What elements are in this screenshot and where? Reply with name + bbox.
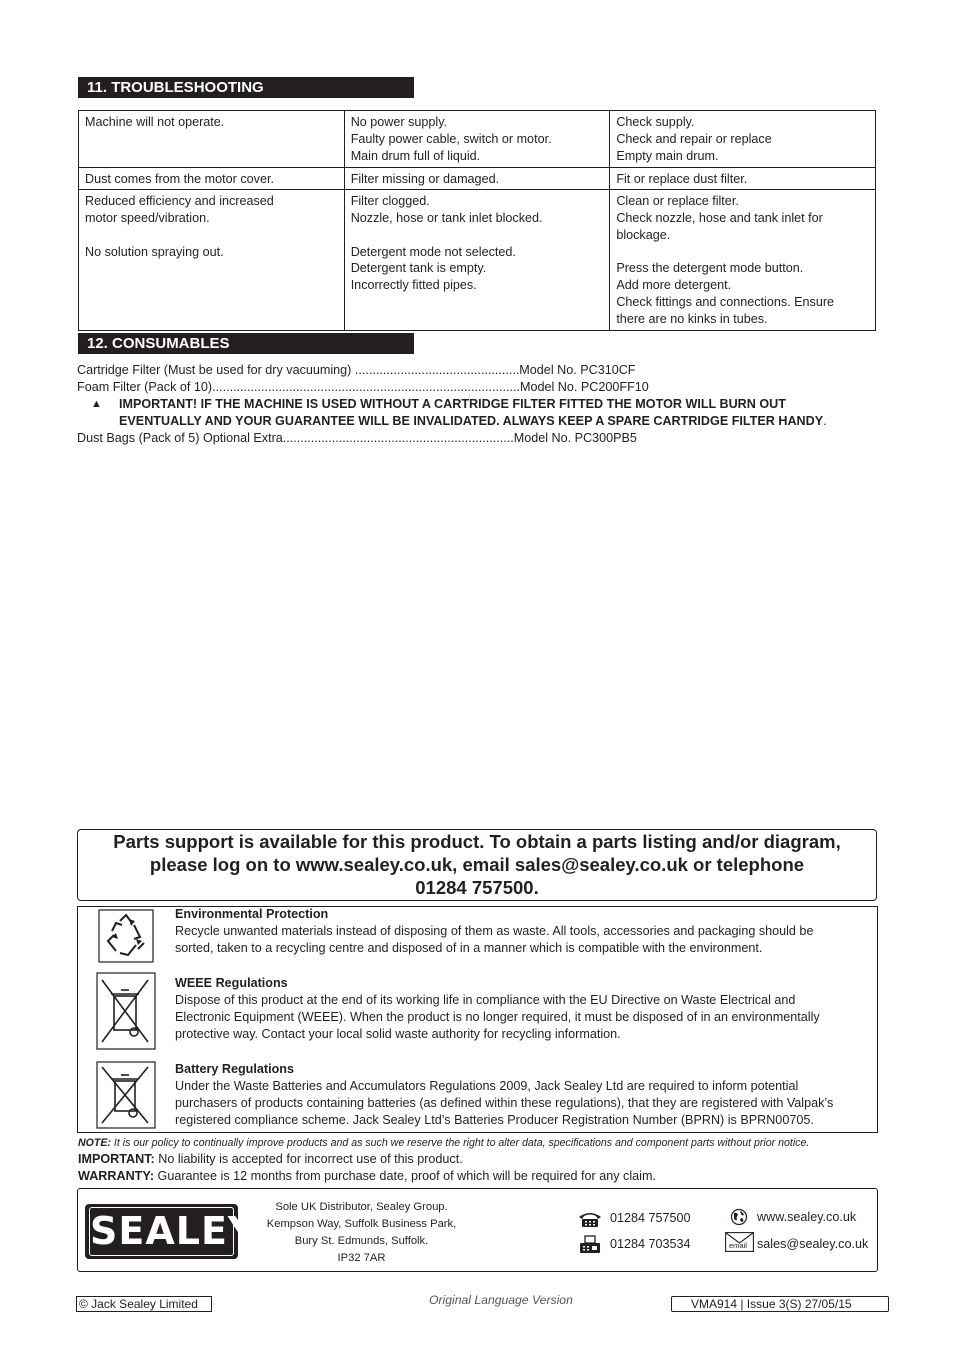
address: [258, 1199, 465, 1267]
battery-line: purchasers of products containing batteries (as defined within these regulations), that they are registered with Valpak’s: [175, 1096, 834, 1110]
sealey-logo: [85, 1204, 257, 1259]
phone-icon: [577, 1210, 603, 1233]
weee-line: protective way. Contact your local solid waste authority for recycling information.: [175, 1027, 621, 1041]
weee-regulations: [175, 975, 865, 1043]
footer-box: [77, 1188, 878, 1272]
cause-cell: [344, 111, 610, 168]
cell-line: Incorrectly fitted pipes.: [350, 278, 477, 293]
cell-line: Check nozzle, hose and tank inlet for: [616, 210, 823, 225]
consumable-foam-filter: Foam Filter (Pack of 10)........................................................................................Model No. PC200FF10: [77, 380, 649, 394]
important-text: No liability is accepted for incorrect use of this product.: [154, 1152, 463, 1166]
logo-text: SEALEY: [89, 1207, 234, 1256]
copyright: © Jack Sealey Limited: [76, 1296, 212, 1312]
note-label: NOTE:: [78, 1137, 111, 1149]
problem-cell: [79, 190, 345, 331]
env-line: Recycle unwanted materials instead of disposing of them as waste. All tools, accessories and packaging should be: [175, 924, 814, 938]
email-link[interactable]: sales@sealey.co.uk: [757, 1237, 869, 1251]
cell-line: No power supply.: [350, 115, 448, 129]
cell-line: blockage.: [616, 227, 671, 242]
cell-line: there are no kinks in tubes.: [616, 311, 768, 326]
consumables-heading: 12. CONSUMABLES: [78, 333, 414, 354]
consumable-dust-bags: Dust Bags (Pack of 5) Optional Extra..................................................................Model No. PC300PB5: [77, 431, 637, 445]
cell-line: Check supply.: [616, 115, 695, 129]
battery-regulations: [175, 1061, 865, 1129]
crossed-bin-icon: [96, 972, 156, 1055]
spacer: [616, 243, 869, 260]
regulations-box: [77, 906, 878, 1133]
weee-line: Dispose of this product at the end of its working life in compliance with the EU Directive on Waste Electrical and: [175, 993, 796, 1007]
env-title: Environmental Protection: [175, 907, 329, 921]
note-text: It is our policy to continually improve products and as such we reserve the right to alter data, specifications and component parts without prior notice.: [110, 1137, 810, 1149]
cell-line: motor speed/vibration.: [85, 210, 210, 225]
battery-title: Battery Regulations: [175, 1062, 294, 1076]
warranty-label: WARRANTY:: [78, 1169, 155, 1183]
cell-line: Machine will not operate.: [85, 115, 225, 129]
cell-line: Add more detergent.: [616, 278, 732, 293]
note: [78, 1136, 888, 1150]
problem-cell: [79, 111, 345, 168]
problem-cell: [79, 168, 345, 190]
address-line: Kempson Way, Suffolk Business Park,: [266, 1218, 457, 1230]
fax-number: 01284 703534: [610, 1237, 691, 1251]
warranty-text: Guarantee is 12 months from purchase date, proof of which will be required for any claim.: [154, 1169, 656, 1183]
issue-reference: VMA914 | Issue 3(S) 27/05/15: [671, 1296, 889, 1312]
parts-support-line: please log on to www.sealey.co.uk, email sales@sealey.co.uk or telephone: [149, 854, 805, 875]
original-language-note: Original Language Version: [429, 1293, 573, 1307]
crossed-bin-icon: [96, 1061, 156, 1134]
cell-line: Filter clogged.: [350, 194, 430, 208]
cell-line: Main drum full of liquid.: [350, 148, 481, 163]
address-line: Sole UK Distributor, Sealey Group.: [275, 1201, 448, 1213]
battery-line: registered compliance scheme. Jack Sealey Ltd’s Batteries Producer Registration Number (BPRN) is BPRN00705.: [175, 1113, 814, 1127]
environmental-protection: [175, 906, 865, 957]
cell-line: Reduced efficiency and increased: [85, 194, 274, 208]
cause-cell: [344, 168, 610, 190]
warning-line: [119, 413, 877, 430]
important-warning: [77, 396, 877, 430]
solution-cell: [610, 111, 876, 168]
envelope-icon-label: email: [729, 1241, 747, 1250]
cell-line: Clean or replace filter.: [616, 194, 739, 208]
solution-cell: [610, 168, 876, 190]
spacer: [351, 227, 604, 244]
table-row: [79, 190, 876, 331]
weee-title: WEEE Regulations: [175, 976, 288, 990]
cell-line: Empty main drum.: [616, 148, 719, 163]
cell-line: No solution spraying out.: [85, 244, 224, 259]
warning-line: IMPORTANT! IF THE MACHINE IS USED WITHOUT A CARTRIDGE FILTER FITTED THE MOTOR WILL BURN OUT: [119, 397, 786, 411]
important-label: IMPORTANT:: [78, 1152, 155, 1166]
cell-line: Detergent tank is empty.: [350, 261, 487, 276]
cell-line: Check fittings and connections. Ensure: [616, 294, 835, 309]
cell-line: Check and repair or replace: [616, 131, 772, 146]
cell-line: Press the detergent mode button.: [616, 261, 804, 276]
cell-line: Nozzle, hose or tank inlet blocked.: [350, 210, 543, 225]
website-link[interactable]: www.sealey.co.uk: [757, 1210, 857, 1224]
cell-line: Dust comes from the motor cover.: [85, 172, 274, 186]
recycle-icon: [98, 909, 154, 968]
parts-support-box: [77, 829, 877, 901]
parts-support-line: Parts support is available for this product. To obtain a parts listing and/or diagram,: [113, 831, 841, 852]
phone-number: 01284 757500: [610, 1211, 691, 1225]
important-note: [78, 1151, 888, 1168]
globe-icon: [730, 1208, 748, 1231]
env-line: sorted, taken to a recycling centre and disposed of in a manner which is compatible with the environment.: [175, 941, 763, 955]
solution-cell: [610, 190, 876, 331]
warning-triangle-icon: ▲: [91, 398, 102, 410]
notes-block: [78, 1136, 888, 1185]
consumables-list: [77, 362, 877, 447]
cause-cell: [344, 190, 610, 331]
fax-icon: [579, 1235, 601, 1260]
address-line: IP32 7AR: [337, 1252, 386, 1264]
consumable-cartridge-filter: Cartridge Filter (Must be used for dry vacuuming) ...............................................Model No. PC310CF: [77, 363, 636, 377]
troubleshooting-table: [78, 110, 876, 331]
envelope-icon: [725, 1232, 754, 1257]
weee-line: Electronic Equipment (WEEE). When the product is no longer required, it must be disposed of in an environmentally: [175, 1010, 820, 1024]
warranty-note: [78, 1168, 888, 1185]
cell-line: Detergent mode not selected.: [350, 244, 516, 259]
battery-line: Under the Waste Batteries and Accumulators Regulations 2009, Jack Sealey Ltd are required to inform potential: [175, 1079, 799, 1093]
table-row: [79, 111, 876, 168]
cell-line: Fit or replace dust filter.: [616, 172, 748, 186]
parts-support-line: 01284 757500.: [415, 877, 539, 898]
cell-line: Filter missing or damaged.: [350, 172, 500, 186]
troubleshooting-heading: 11. TROUBLESHOOTING: [78, 77, 414, 98]
address-line: Bury St. Edmunds, Suffolk.: [294, 1235, 429, 1247]
cell-line: Faulty power cable, switch or motor.: [350, 131, 552, 146]
warning-text: EVENTUALLY AND YOUR GUARANTEE WILL BE INVALIDATED. ALWAYS KEEP A SPARE CARTRIDGE FILTER HANDY: [119, 414, 824, 428]
table-row: [79, 168, 876, 190]
warning-period: .: [823, 414, 827, 428]
spacer: [85, 227, 338, 244]
